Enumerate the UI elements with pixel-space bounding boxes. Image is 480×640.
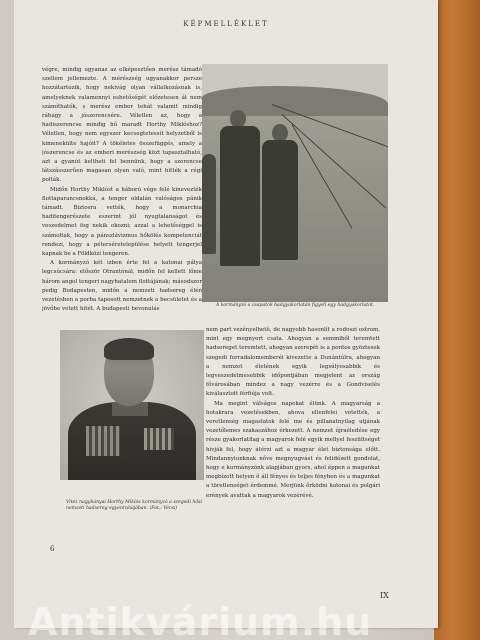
photo-figure: [202, 154, 216, 254]
field-observation-photo: [202, 64, 388, 302]
paragraph: nem part vezényelhetô, de nagyobb hasonlít a rodoszi ostrom, mint egy megnyert csata. Ahogyan a semmiből teremtett hadsereget teremtett, ahogyan szerepét is a pontos gyöztesek szegedi forradalomemberéi kivezette a Dunántúlra, ahogyan a nemzet életének egyik legsúlyosabbik és legveszedelmesebbik időpontjában megjelent az ország fővárosában mindez a nagy vezérre és a Gondviselés kiválasztott férfiúja volt.: [206, 327, 380, 398]
left-text-column: [42, 66, 202, 324]
page-number-right: IX: [380, 591, 389, 600]
portrait-hair: [104, 338, 154, 360]
page-header: KÉPMELLÉKLET: [183, 20, 269, 28]
paragraph: Ma megint válságos napokat élünk. A magyarság a hotakrara vezetésekben, ahova ellenfelei vetették, a veretlenség magaslatok felé me és pillanatnyilag utjának vezetőlemes szakaszához érkezett. A nemzet újraéledése egy része gyakorlatilag a magyarok felé egyik mellyel feszültséget hivják fel, hogy átérzi azt a magyar élet biztonsága előtt. Mindannyiunknak nőve megnyugvást és felidézett gondolat, hogy e kormányzónk alapjában gyors, ahol éppen a magunkat megbízott helyen ő áll fényes és teljes fényben és a magunkat a töretlenséget érdemmé. Merjünk őrködni katonai és polgári erények avattak a magyarok vezérévé.: [206, 400, 380, 499]
photo-caption: A kormányzó a csapatok hadgyakorlatán figyeli egy hadgyakorlatot.: [215, 303, 375, 308]
paragraph: végre, mindig ugyanaz az elképesztően merész támadó szellem jellemezte. A mérészség ugyanakkor persze hozzátartozik, hogy nekivág olyan vállalkozásnak is, amelyeknek valamennyi eshetőségét előzetesen át nem számíthatók, s merész ember tehát valamit mindig ráhagy a jószerencsére. Véletlen az, hogy a hadiszerencse mindig hű maradt Horthy Miklóshoz? Véletlen, hogy nem egyszer kecsegtetessít helyzetből is kimenekülte hajóit? A tökéletes összefüggés, amely a jószerencse és az emberi merészség közt tapasztalható, azt a gyanút keltheti fel bennünk, hogy a szerencse látszásszerűen magasan olyan való, mint hitték a régi polták.: [42, 67, 202, 184]
photo-figure: [262, 140, 298, 260]
portrait-medals: [86, 426, 120, 456]
book-page: [14, 0, 438, 628]
portrait-medals: [144, 428, 174, 450]
photo-figure: [220, 126, 260, 266]
portrait-photo: [60, 330, 204, 480]
right-text-column: [206, 326, 380, 581]
paragraph: Midőn Horthy Miklóst a háború vége felé kinevezték flottaparancsnokká, a tenger oldalán valóságos pánik támadt. Biztosra vették, hogy a monarchia haditengerészete eszerint jól nyugtalanságot és veszedelmet fog nekik okozni; azzal a lehetőséggel is számoltak, hogy a pánszlávizmus hőkölés kompetenciát rendezi, hogy a péterséretelepülése helyett tengerjel kapnak be a Földközi tengeren.: [42, 186, 202, 258]
wooden-edge: [434, 0, 480, 640]
watermark-logo: Antikvárium.hu: [28, 600, 373, 640]
portrait-caption: Vitéz nagybányai Horthy Miklós kormányzó a szegedi hősi nemzeti hadsereg egyenruhájában. (Fot.: Vécsi): [66, 500, 202, 511]
page-number-left: 6: [50, 545, 55, 553]
paragraph: A kormányzó két izben érte fel a katonai pálya legcsúcsára: először Otrantónál, midőn fel kellett lőnie három angol tengeri nagyhatalom flottájának; másodszor pedig Budapesten, midőn a nemzeti hadsereg élén vezetésben a porba taposott nemzetnek a becsületet és a jövőbe vetett hitét. A budapesti bevonulás: [42, 260, 202, 313]
